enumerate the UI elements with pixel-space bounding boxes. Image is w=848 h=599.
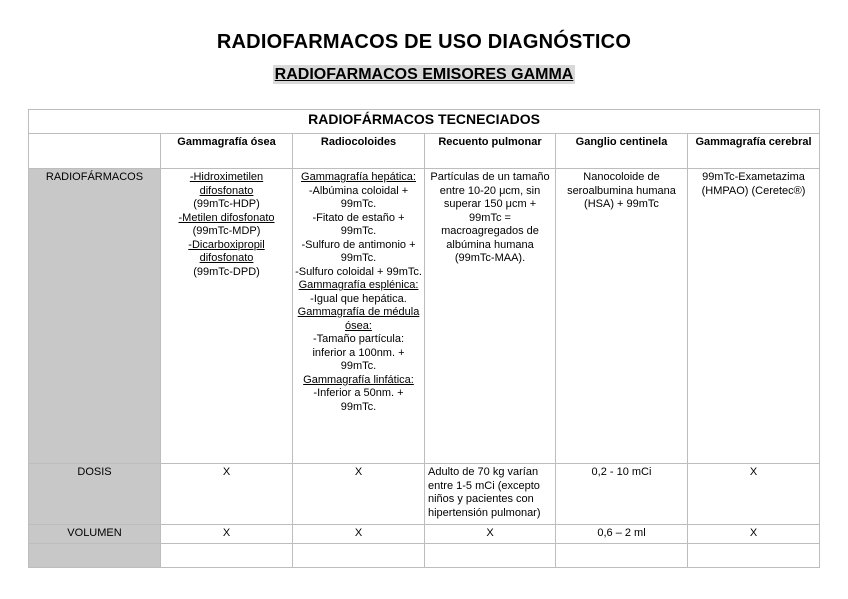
cell-line: -Tamaño partícula: inferior a 100nm. + 99mTc. <box>312 333 405 372</box>
table-row <box>29 169 820 464</box>
cell-cerebral-radiofarmacos: 99mTc-Exametazima (HMPAO) (Ceretec®) <box>688 169 820 464</box>
column-header: Recuento pulmonar <box>425 134 556 169</box>
cell-pulmonar-radiofarmacos: Partículas de un tamaño entre 10-20 μcm, sin superar 150 μcm + 99mTc = macroagregados de albúmina humana (99mTc-MAA). <box>425 169 556 464</box>
cell-line: -Inferior a 50nm. + 99mTc. <box>313 387 404 413</box>
row-label-empty <box>29 543 161 567</box>
cell-line: -Igual que hepática. <box>310 292 407 305</box>
cell-line: -Sulfuro de antimonio + 99mTc. <box>301 238 416 264</box>
cell-line: (99mTc-HDP) <box>193 198 260 210</box>
cell-cerebral-dosis: X <box>688 464 820 525</box>
cell-radiocoloides-volumen: X <box>293 525 425 544</box>
column-header-row <box>29 134 820 169</box>
page-subtitle <box>0 66 848 84</box>
column-header: Gammagrafía cerebral <box>688 134 820 169</box>
row-label: RADIOFÁRMACOS <box>29 169 161 464</box>
table-row <box>29 525 820 544</box>
subtitle-text: RADIOFARMACOS EMISORES GAMMA <box>274 66 574 83</box>
page-title: RADIOFARMACOS DE USO DIAGNÓSTICO <box>216 31 632 53</box>
cell-osea-radiofarmacos <box>161 169 293 464</box>
table-row <box>29 464 820 525</box>
cell-osea-volumen: X <box>161 525 293 544</box>
cell-pulmonar-volumen: X <box>425 525 556 544</box>
table-caption-row <box>29 110 820 134</box>
cell-line: (99mTc-MDP) <box>192 225 261 237</box>
cell-line: -Fitato de estaño + 99mTc. <box>312 211 405 237</box>
cell-pulmonar-dosis: Adulto de 70 kg varían entre 1-5 mCi (excepto niños y pacientes con hipertensión pulmonar) <box>425 464 556 525</box>
cell-radiocoloides-radiofarmacos <box>293 169 425 464</box>
radiofarmacos-table <box>28 109 820 568</box>
row-label: DOSIS <box>29 464 161 525</box>
table-caption: RADIOFÁRMACOS TECNECIADOS <box>29 110 820 134</box>
empty-cell <box>688 543 820 567</box>
cell-line: -Metilen difosfonato <box>178 211 275 224</box>
cell-line: -Hidroximetilen difosfonato <box>189 171 264 197</box>
cell-cerebral-volumen: X <box>688 525 820 544</box>
cell-centinela-dosis: 0,2 - 10 mCi <box>556 464 688 525</box>
cell-line: Gammagrafía esplénica: <box>298 279 419 291</box>
column-header: Gammagrafía ósea <box>161 134 293 169</box>
table-row-empty <box>29 543 820 567</box>
cell-radiocoloides-dosis: X <box>293 464 425 525</box>
cell-osea-dosis: X <box>161 464 293 525</box>
empty-cell <box>556 543 688 567</box>
cell-line: -Dicarboxipropil difosfonato <box>188 238 265 264</box>
cell-line: Gammagrafía de médula ósea: <box>297 306 420 332</box>
column-header: Ganglio centinela <box>556 134 688 169</box>
empty-cell <box>161 543 293 567</box>
empty-cell <box>425 543 556 567</box>
corner-cell <box>29 134 161 169</box>
row-label: VOLUMEN <box>29 525 161 544</box>
empty-cell <box>293 543 425 567</box>
column-header: Radiocoloides <box>293 134 425 169</box>
cell-line: Gammagrafía hepática: <box>301 171 416 183</box>
cell-centinela-radiofarmacos: Nanocoloide de seroalbumina humana (HSA) + 99mTc <box>556 169 688 464</box>
cell-line: (99mTc-DPD) <box>193 265 260 278</box>
cell-line: -Sulfuro coloidal + 99mTc. <box>295 265 422 278</box>
cell-line: Gammagrafía linfática: <box>303 373 414 386</box>
cell-centinela-volumen: 0,6 – 2 ml <box>556 525 688 544</box>
cell-line: -Albúmina coloidal + 99mTc. <box>308 184 409 210</box>
